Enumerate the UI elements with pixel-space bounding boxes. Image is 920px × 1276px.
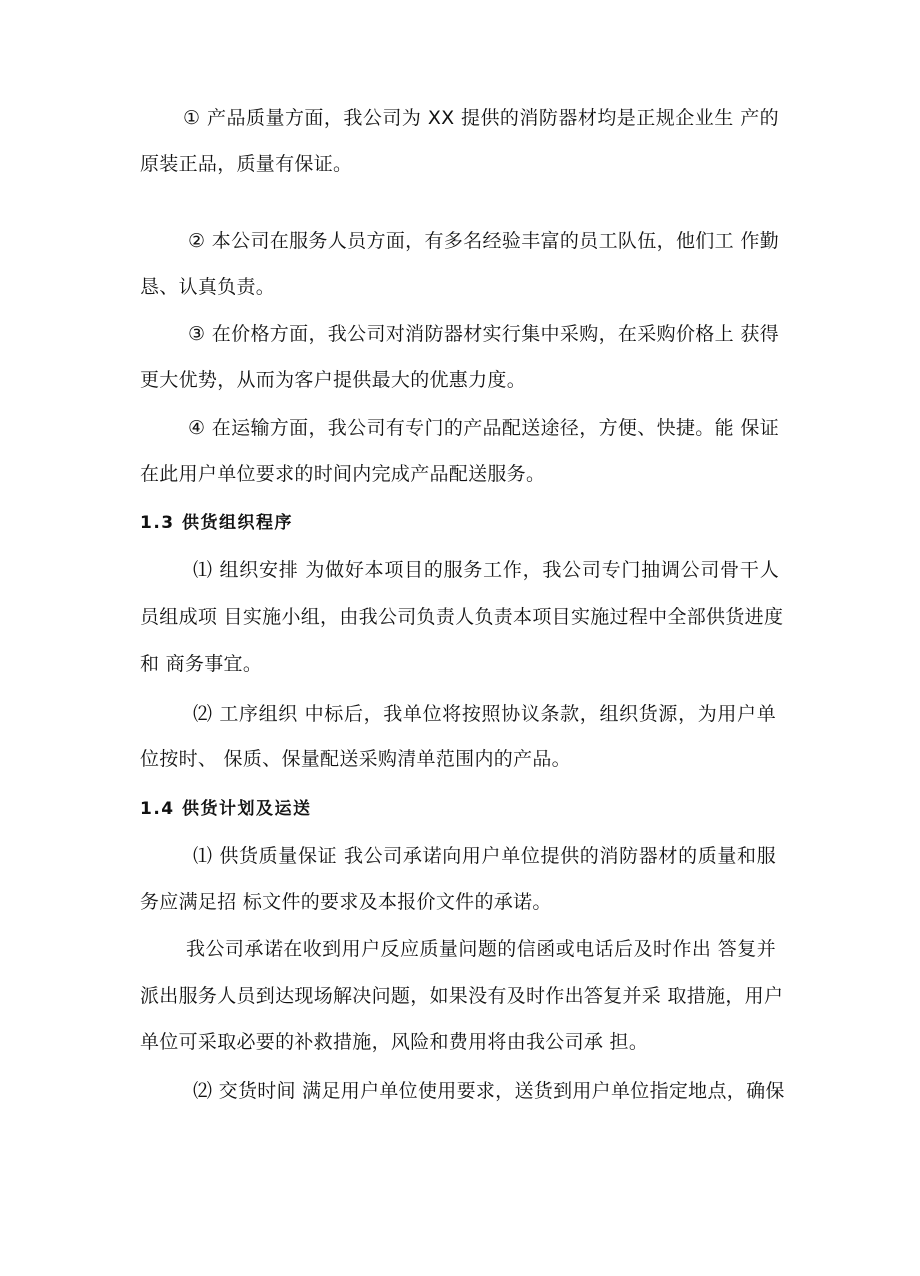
paragraph-line: 恳、认真负责。	[140, 276, 276, 298]
paragraph-line: 派出服务人员到达现场解决问题，如果没有及时作出答复并采 取措施，用户	[140, 985, 784, 1007]
paragraph-line: ① 产品质量方面，我公司为 XX 提供的消防器材均是正规企业生 产的	[183, 107, 779, 129]
paragraph-line: ② 本公司在服务人员方面，有多名经验丰富的员工队伍，他们工 作勤	[188, 230, 779, 252]
paragraph-line: ⑴ 供货质量保证 我公司承诺向用户单位提供的消防器材的质量和服	[193, 845, 776, 867]
paragraph-line: ⑴ 组织安排 为做好本项目的服务工作，我公司专门抽调公司骨干人	[193, 559, 779, 581]
section-heading: 1.4 供货计划及运送	[140, 799, 312, 819]
paragraph-line: 位按时、 保质、保量配送采购清单范围内的产品。	[140, 748, 571, 770]
paragraph-line: 更大优势，从而为客户提供最大的优惠力度。	[140, 369, 527, 391]
paragraph-line: 员组成项 目实施小组，由我公司负责人负责本项目实施过程中全部供货进度	[140, 606, 784, 628]
paragraph-line: 原装正品，质量有保证。	[140, 153, 353, 175]
paragraph-line: ⑵ 交货时间 满足用户单位使用要求，送货到用户单位指定地点，确保	[193, 1080, 785, 1102]
paragraph-line: ④ 在运输方面，我公司有专门的产品配送途径，方便、快捷。能 保证	[188, 417, 779, 439]
paragraph-line: 单位可采取必要的补救措施，风险和费用将由我公司承 担。	[140, 1031, 649, 1053]
paragraph-line: ⑵ 工序组织 中标后，我单位将按照协议条款，组织货源，为用户单	[193, 703, 776, 725]
paragraph-line: 和 商务事宜。	[140, 653, 263, 675]
paragraph-line: ③ 在价格方面，我公司对消防器材实行集中采购，在采购价格上 获得	[188, 323, 779, 345]
section-heading: 1.3 供货组织程序	[140, 513, 294, 533]
paragraph-line: 在此用户单位要求的时间内完成产品配送服务。	[140, 463, 546, 485]
paragraph-line: 我公司承诺在收到用户反应质量问题的信函或电话后及时作出 答复并	[186, 938, 776, 960]
paragraph-line: 务应满足招 标文件的要求及本报价文件的承诺。	[140, 891, 552, 913]
